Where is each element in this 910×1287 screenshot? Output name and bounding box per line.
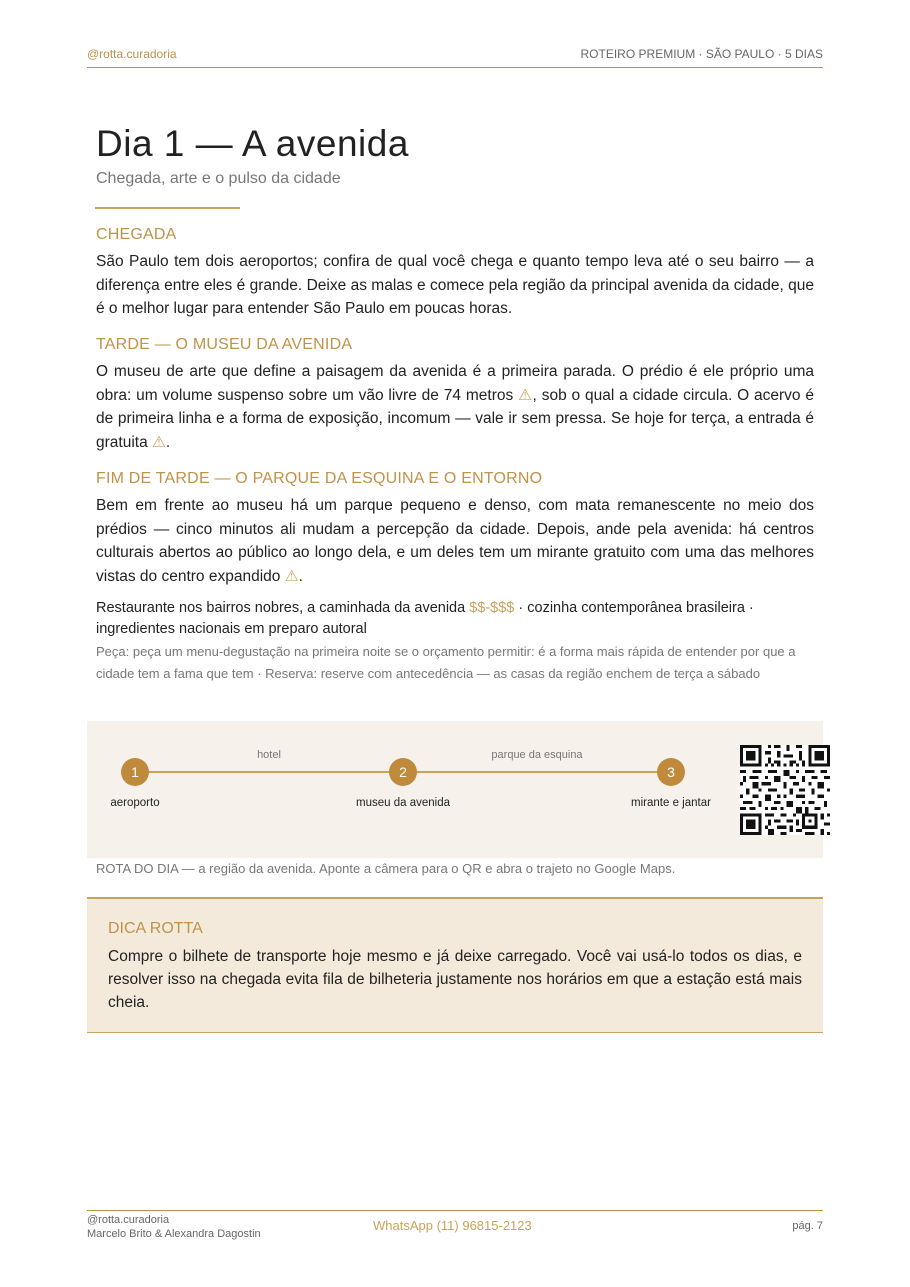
body-text: Bem em frente ao museu há um parque pequeno e denso, com mata remanescente no meio dos prédios — cinco minutos ali mudam a percepção da cidade. Depois, ande pela avenida: há centros culturais abertos ao público ao longo dela, e um deles tem um mirante gratuito com uma das melhores vistas do centro expandido: [96, 497, 814, 585]
route-stop-marker: 3: [657, 758, 685, 786]
day-subtitle: Chegada, arte e o pulso da cidade: [96, 170, 341, 187]
footer-whatsapp-link[interactable]: WhatsApp (11) 96815-2123: [373, 1218, 532, 1233]
tip-box: [87, 897, 823, 1033]
body-text: .: [298, 567, 303, 585]
section-heading: FIM DE TARDE — O PARQUE DA ESQUINA E O ENTORNO: [96, 470, 543, 487]
restaurant-line: [96, 598, 814, 640]
title-divider: [95, 207, 240, 209]
warning-icon: ⚠: [284, 567, 299, 585]
tip-body: Compre o bilhete de transporte hoje mesmo e já deixe carregado. Você vai usá-lo todos os dias, e resolver isso na chegada evita fila de bilheteria justamente nos horários em que a estação está mais cheia.: [108, 948, 802, 1011]
section-body: [96, 494, 814, 588]
route-stop-label: mirante e jantar: [631, 797, 711, 809]
footer-authors: Marcelo Brito & Alexandra Dagostin: [87, 1228, 261, 1240]
qr-code-icon[interactable]: [740, 745, 830, 835]
day-title: Dia 1 — A avenida: [96, 123, 409, 164]
restaurant-notes: Peça: peça um menu-degustação na primeira noite se o orçamento permitir: é a forma mais rápida de entender por que a cidade tem a fama que tem · Reserva: reserve com antecedência — as casas da região enchem de terça a sábado: [96, 644, 796, 681]
route-stop-label: museu da avenida: [356, 797, 450, 809]
tip-title: DICA ROTTA: [108, 920, 203, 937]
warning-icon: ⚠: [518, 386, 533, 404]
header-doc-title: ROTEIRO PREMIUM · SÃO PAULO · 5 DIAS: [580, 47, 823, 61]
page-number: pág. 7: [792, 1220, 823, 1232]
route-segment-label: parque da esquina: [491, 749, 583, 761]
section-heading: TARDE — O MUSEU DA AVENIDA: [96, 336, 353, 353]
section-body: São Paulo tem dois aeroportos; confira de qual você chega e quanto tempo leva até o seu bairro — a diferença entre eles é grande. Deixe as malas e comece pela região da principal avenida da cidade, que é o melhor lugar para entender São Paulo em poucas horas.: [96, 253, 814, 317]
route-caption: ROTA DO DIA — a região da avenida. Aponte a câmera para o QR e abra o trajeto no Google Maps.: [96, 861, 676, 876]
restaurant-card: [96, 598, 814, 684]
restaurant-price: $$-$$$: [469, 600, 515, 616]
restaurant-name: Restaurante nos bairros nobres, a caminhada da avenida: [96, 600, 466, 616]
header-brand: @rotta.curadoria: [87, 47, 177, 61]
body-text: , sob o qual a cidade circula. O acervo é de primeira linha e a forma de exposição, incomum — vale ir sem pressa. Se hoje for terça, a entrada é gratuita: [96, 386, 814, 451]
footer-brand: @rotta.curadoria: [87, 1214, 170, 1226]
body-text: O museu de arte que define a paisagem da avenida é a primeira parada. O prédio é ele próprio uma obra: um volume suspenso sobre um vão livre de 74 metros: [96, 363, 814, 404]
page-header: [87, 44, 823, 68]
section-heading: CHEGADA: [96, 226, 177, 243]
warning-icon: ⚠: [152, 433, 166, 451]
route-map: [87, 721, 823, 858]
route-stop-marker: 2: [389, 758, 417, 786]
route-stop-marker: 1: [121, 758, 149, 786]
section-body: [96, 360, 814, 454]
page-footer: [87, 1210, 823, 1240]
restaurant-description: · cozinha contemporânea brasileira · ingredientes nacionais em preparo autoral: [96, 600, 754, 637]
route-stop-label: aeroporto: [110, 797, 160, 809]
section-chegada: [96, 226, 814, 321]
section-fim-de-tarde: [96, 470, 814, 588]
body-text: .: [165, 433, 171, 451]
route-segment-label: hotel: [257, 749, 281, 761]
section-tarde: [96, 336, 814, 454]
